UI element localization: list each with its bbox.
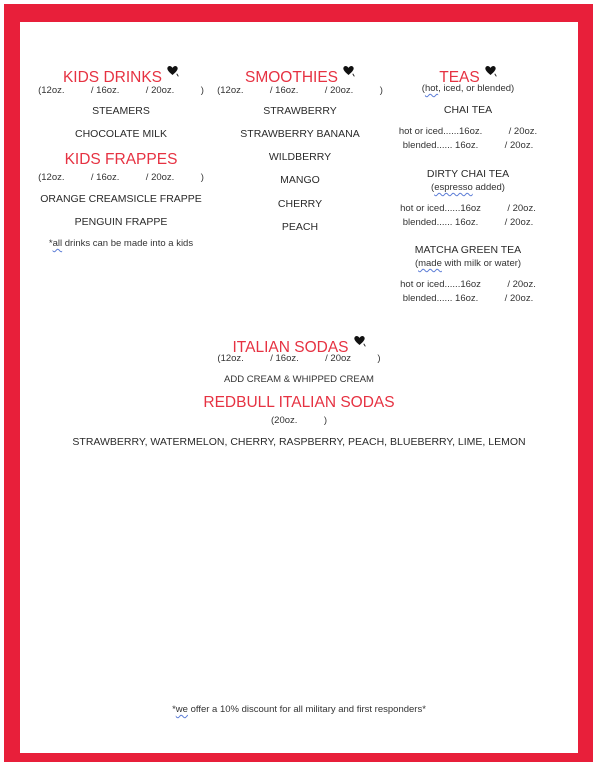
dirty-chai-note: (espresso added) xyxy=(431,182,505,193)
smoothie-item: PEACH xyxy=(281,221,319,233)
matcha-name: MATCHA GREEN TEA xyxy=(414,244,522,256)
chai-tea-price-line: hot or iced......16oz. / 20oz. xyxy=(398,126,538,137)
redbull-sizes: (20oz. ) xyxy=(271,415,327,426)
smoothie-item: WILDBERRY xyxy=(268,151,332,163)
dirty-chai-name: DIRTY CHAI TEA xyxy=(426,168,510,180)
smoothies-sizes: (12oz. / 16oz. / 20oz. ) xyxy=(217,85,383,96)
discount-note: *we offer a 10% discount for all military and first responders* xyxy=(172,704,426,715)
kids-frappe-item: ORANGE CREAMSICLE FRAPPE xyxy=(40,193,202,205)
italian-sodas-addon: ADD CREAM & WHIPPED CREAM xyxy=(224,374,374,385)
sodas-section xyxy=(20,332,578,448)
heart-icon xyxy=(353,334,366,347)
smoothie-item: STRAWBERRY BANANA xyxy=(240,128,360,140)
matcha-price-line: blended...... 16oz. / 20oz. xyxy=(402,293,534,304)
heart-icon xyxy=(166,64,179,77)
kids-frappes-sizes: (12oz. / 16oz. / 20oz. ) xyxy=(38,172,204,183)
chai-tea-price-line: blended...... 16oz. / 20oz. xyxy=(402,140,534,151)
kids-drinks-heading: KIDS DRINKS xyxy=(20,64,222,87)
teas-subtitle: (hot, iced, or blended) xyxy=(421,83,515,94)
teas-heading: TEAS xyxy=(388,64,548,87)
kids-drinks-sizes: (12oz. / 16oz. / 20oz. ) xyxy=(38,85,204,96)
italian-sodas-heading: ITALIAN SODAS xyxy=(20,334,578,357)
redbull-flavors: STRAWBERRY, WATERMELON, CHERRY, RASPBERRY, PEACH, BLUEBERRY, LIME, LEMON xyxy=(72,436,526,448)
kids-drink-item: CHOCOLATE MILK xyxy=(75,128,167,140)
dirty-chai-price-line: hot or iced......16oz / 20oz. xyxy=(400,203,536,214)
redbull-heading: REDBULL ITALIAN SODAS xyxy=(203,394,395,411)
teas-column xyxy=(388,62,548,312)
menu-sheet xyxy=(20,22,578,753)
smoothie-item: STRAWBERRY xyxy=(263,105,337,117)
dirty-chai-price-line: blended...... 16oz. / 20oz. xyxy=(402,217,534,228)
italian-sodas-sizes: (12oz. / 16oz. / 20oz ) xyxy=(217,353,381,364)
kids-note: *all drinks can be made into a kids xyxy=(48,238,194,249)
smoothies-heading: SMOOTHIES xyxy=(200,64,400,87)
heart-icon xyxy=(484,64,497,77)
smoothie-item: MANGO xyxy=(280,174,320,186)
kids-frappe-item: PENGUIN FRAPPE xyxy=(74,216,168,228)
matcha-price-line: hot or iced......16oz / 20oz. xyxy=(400,279,536,290)
kids-column xyxy=(20,62,222,262)
smoothies-column xyxy=(200,62,400,262)
chai-tea-name: CHAI TEA xyxy=(443,104,493,116)
kids-drink-item: STEAMERS xyxy=(92,105,150,117)
kids-frappes-heading: KIDS FRAPPES xyxy=(64,151,178,168)
heart-icon xyxy=(342,64,355,77)
matcha-note: (made with milk or water) xyxy=(414,258,522,269)
smoothie-item: CHERRY xyxy=(277,198,323,210)
